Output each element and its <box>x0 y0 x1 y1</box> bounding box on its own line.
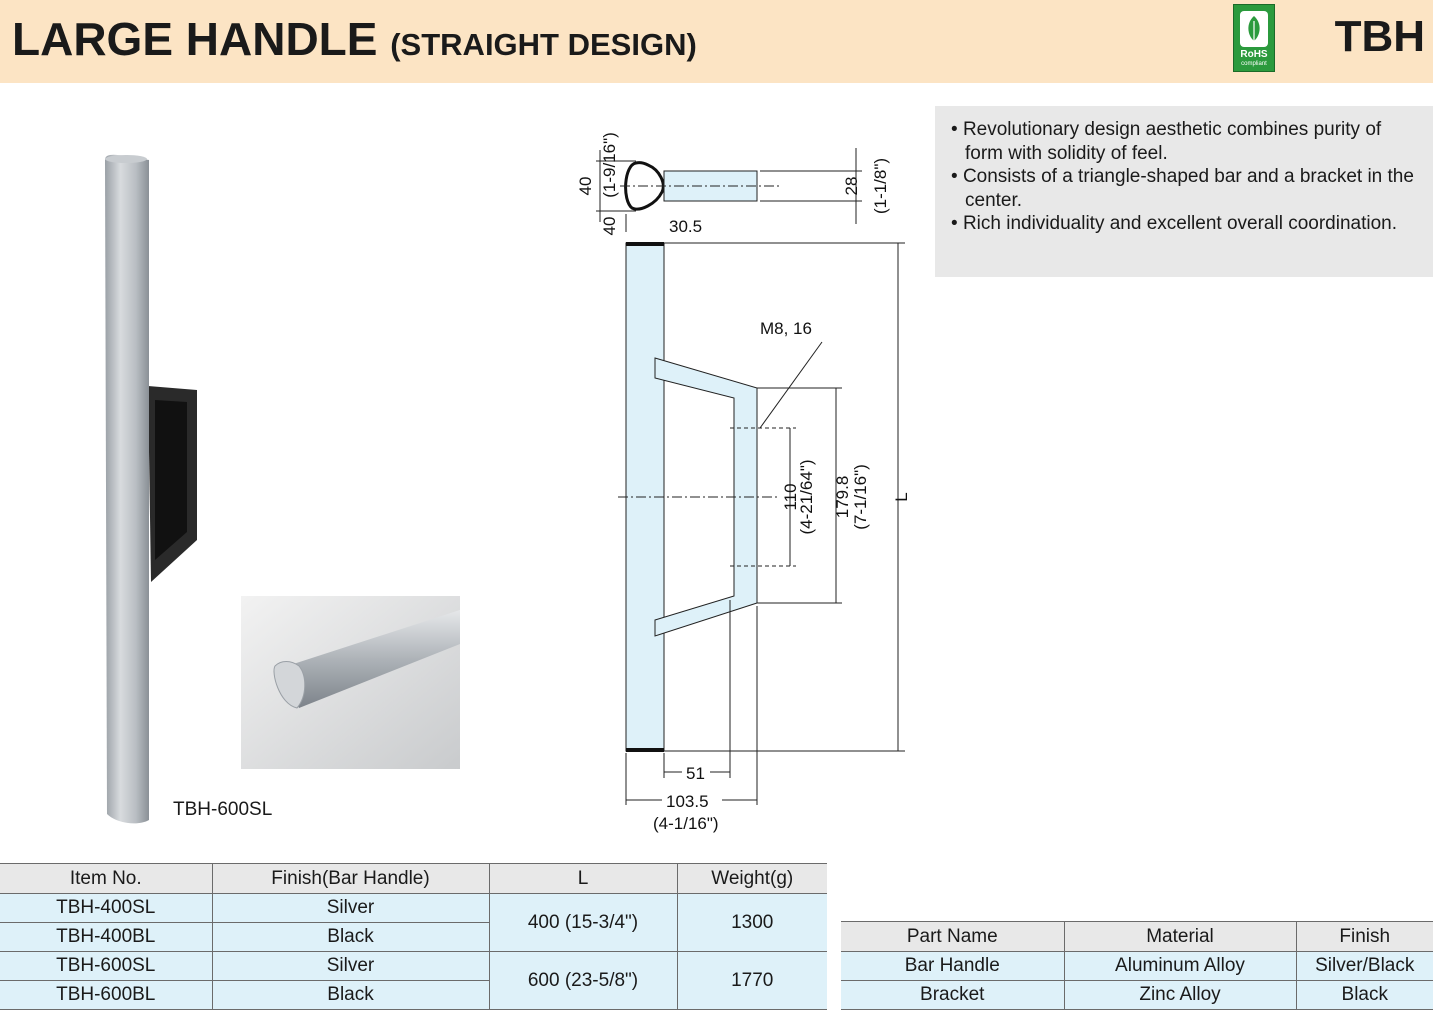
dim-m8-label: M8, 16 <box>760 319 812 338</box>
column-header-L: L <box>489 864 677 894</box>
feature-item: • Rich individuality and excellent overall coordination. <box>951 212 1421 236</box>
finish-cell: Black <box>212 981 489 1010</box>
column-header-weight: Weight(g) <box>677 864 827 894</box>
item-no-cell: TBH-600BL <box>0 981 212 1010</box>
feature-item: • Revolutionary design aesthetic combines purity of form with solidity of feel. <box>951 118 1421 165</box>
feature-item: • Consists of a triangle-shaped bar and a bracket in the center. <box>951 165 1421 212</box>
table-row <box>0 894 827 923</box>
weight-cell: 1770 <box>677 952 827 1010</box>
item-no-cell: TBH-600SL <box>0 952 212 981</box>
title-text: LARGE HANDLE <box>12 13 378 65</box>
handle-detail-photo <box>241 596 460 769</box>
material-table <box>841 921 1433 1010</box>
finish-cell: Silver <box>212 952 489 981</box>
leaf-icon <box>1240 11 1268 47</box>
item-no-cell: TBH-400SL <box>0 894 212 923</box>
dim-30-5-label: 30.5 <box>669 217 703 236</box>
finish-cell: Silver <box>212 894 489 923</box>
length-cell: 400 (15-3/4") <box>489 894 677 952</box>
rohs-label: RoHS <box>1240 49 1268 60</box>
column-header-finish: Finish <box>1296 922 1433 952</box>
bracket-outline <box>655 358 757 636</box>
dim-28-label: 28 <box>842 176 861 196</box>
length-cell: 600 (23-5/8") <box>489 952 677 1010</box>
finish-cell: Silver/Black <box>1296 952 1433 981</box>
dim-40-inch-label: (1-9/16") <box>600 132 619 198</box>
part-name-cell: Bar Handle <box>841 952 1064 981</box>
table-header-row <box>0 864 827 894</box>
rohs-compliant-label: compliant <box>1241 61 1267 67</box>
column-header-item-no: Item No. <box>0 864 212 894</box>
column-header-material: Material <box>1064 922 1296 952</box>
rohs-badge <box>1233 4 1275 72</box>
photo-caption: TBH-600SL <box>173 799 273 820</box>
table-header-row <box>841 922 1433 952</box>
product-code: TBH <box>1334 12 1425 61</box>
column-header-part-name: Part Name <box>841 922 1064 952</box>
dim-40-b-label: 40 <box>600 216 619 236</box>
dim-40-label: 40 <box>576 176 595 196</box>
handle-photo <box>95 150 215 830</box>
dim-179-inch-label: (7-1/16") <box>851 464 870 530</box>
weight-cell: 1300 <box>677 894 827 952</box>
column-header-finish: Finish(Bar Handle) <box>212 864 489 894</box>
technical-drawing <box>560 125 920 840</box>
table-row <box>841 952 1433 981</box>
page-title <box>12 12 697 66</box>
dim-179-label: 179.8 <box>833 475 852 519</box>
page-header <box>0 0 1433 83</box>
part-name-cell: Bracket <box>841 981 1064 1010</box>
dim-103-label: 103.5 <box>666 792 709 811</box>
dim-103-inch-label: (4-1/16") <box>653 814 719 833</box>
dim-28-inch-label: (1-1/8") <box>871 157 890 215</box>
material-cell: Aluminum Alloy <box>1064 952 1296 981</box>
table-row <box>0 952 827 981</box>
dim-51-label: 51 <box>686 764 705 783</box>
finish-cell: Black <box>1296 981 1433 1010</box>
dim-110-inch-label: (4-21/64") <box>797 459 816 535</box>
dim-110-label: 110 <box>781 483 800 511</box>
finish-cell: Black <box>212 923 489 952</box>
features-box <box>935 106 1433 277</box>
title-subtitle: (STRAIGHT DESIGN) <box>390 27 697 62</box>
table-row <box>841 981 1433 1010</box>
spec-table <box>0 863 827 1010</box>
material-cell: Zinc Alloy <box>1064 981 1296 1010</box>
item-no-cell: TBH-400BL <box>0 923 212 952</box>
dim-L-label: L <box>892 492 911 502</box>
